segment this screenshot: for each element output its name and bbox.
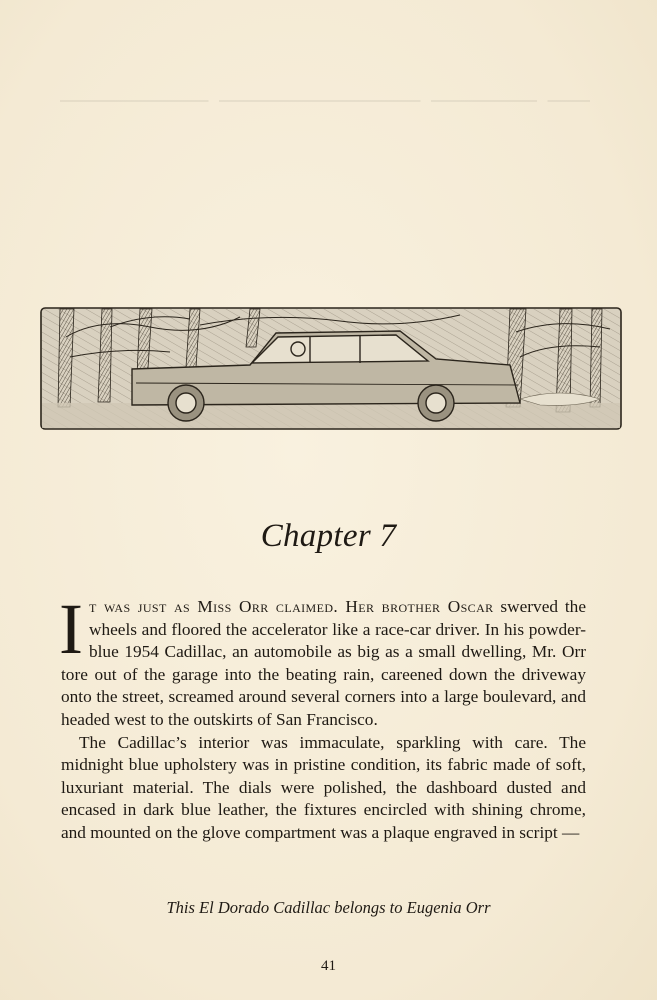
paragraph-2: The Cadillac’s interior was immaculate, sparkling with care. The midnight blue upholstery was in pristine condition, its fabric made of soft, luxuriant material. The dials were polished, the dashboard dusted and encased in dark blue leather, the fixtures encircled with shining chrome, and mounted on the glove compartment was a plaque engraved in script —	[61, 732, 586, 842]
bleed-through-texture	[60, 90, 590, 102]
road	[42, 403, 620, 428]
page-number: 41	[321, 958, 336, 974]
chapter-body	[59, 589, 586, 845]
opening-small-caps: t was just as Miss Orr claimed. Her brother Oscar	[88, 597, 494, 616]
drop-cap: I	[59, 589, 83, 669]
chapter-title: Chapter 7	[260, 518, 397, 554]
paragraph-1-text: swerved the wheels and floored the accelerator like a race-car driver. In his powder-blue 1954 Cadillac, an automobile as big as a small dwelling, Mr. Orr tore out of the garage into the beating rain, careened down the driveway onto the street, screamed around several corners into a large boulevard, and headed west to the outskirts of San Francisco.	[61, 597, 586, 729]
paragraph-1	[59, 589, 586, 732]
car-illustration-svg	[40, 307, 622, 430]
plaque-inscription: This El Dorado Cadillac belongs to Eugenia Orr	[166, 898, 491, 917]
chapter-illustration	[40, 307, 622, 430]
